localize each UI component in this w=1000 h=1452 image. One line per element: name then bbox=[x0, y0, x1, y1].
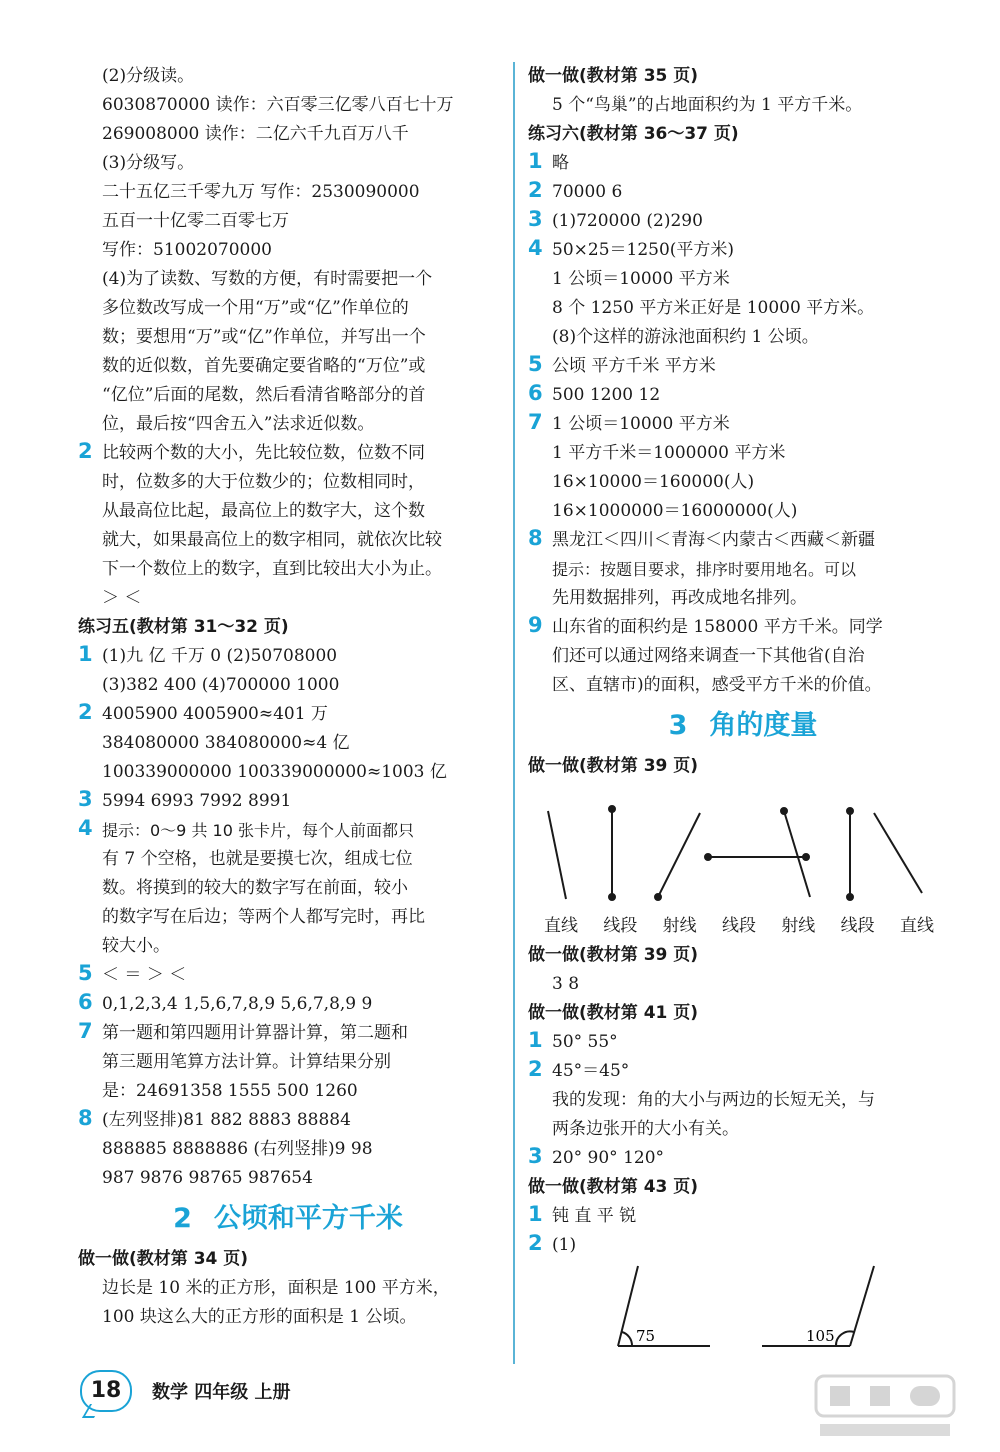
answer-line: 先用数据排列，再改成地名排列。 bbox=[552, 588, 807, 608]
item-number: 6 bbox=[528, 381, 543, 405]
straight-line-figure bbox=[874, 813, 922, 893]
answer-item-2 bbox=[78, 439, 498, 584]
chapter-heading bbox=[78, 1193, 498, 1245]
left-column bbox=[78, 62, 498, 1332]
answer-item bbox=[528, 381, 958, 410]
answer-line: 略 bbox=[552, 153, 569, 173]
answer-line: 384080000 384080000≈4 亿 bbox=[102, 733, 350, 753]
line-type-label: 线段 bbox=[603, 916, 638, 936]
text-line: (2)分级读。 bbox=[102, 66, 195, 86]
answer-line: 区、直辖市)的面积，感受平方千米的价值。 bbox=[552, 675, 882, 695]
answer-line: 50×25＝1250(平方米) bbox=[552, 240, 735, 260]
ray-endpoint bbox=[655, 894, 661, 900]
angle-ray bbox=[618, 1266, 638, 1346]
item-number: 2 bbox=[78, 439, 93, 463]
answer-item bbox=[528, 178, 958, 207]
column-divider bbox=[513, 62, 515, 1364]
section-heading: 做一做(教材第 41 页) bbox=[528, 1003, 699, 1023]
line-type-labels bbox=[528, 911, 934, 941]
line-type-label: 线段 bbox=[840, 916, 875, 936]
answer-body bbox=[552, 613, 958, 700]
answer-body bbox=[552, 1028, 958, 1057]
item-number: 2 bbox=[78, 700, 93, 724]
answer-line: (3)382 400 (4)700000 1000 bbox=[102, 675, 340, 695]
answer-line: (1)九 亿 千万 0 (2)50708000 bbox=[102, 646, 338, 666]
angle-arc bbox=[622, 1332, 632, 1346]
answer-line: 5 个“鸟巢”的占地面积约为 1 平方千米。 bbox=[552, 95, 863, 115]
text-line: (3)分级写。 bbox=[102, 153, 195, 173]
text-line: 边长是 10 米的正方形，面积是 100 平方米， bbox=[102, 1278, 450, 1298]
text-line: 写作：51002070000 bbox=[102, 240, 272, 260]
answer-line: 100339000000 100339000000≈1003 亿 bbox=[102, 762, 447, 782]
book-title: 数学 四年级 上册 bbox=[152, 1382, 291, 1403]
ray-endpoint bbox=[781, 808, 787, 814]
reading-writing-notes bbox=[78, 62, 498, 439]
item-number: 6 bbox=[78, 990, 93, 1014]
answer-line: 是：24691358 1555 500 1260 bbox=[102, 1081, 358, 1101]
answer-item bbox=[528, 207, 958, 236]
answer-line: 黑龙江＜四川＜青海＜内蒙古＜西藏＜新疆 bbox=[552, 530, 875, 550]
angle-label: 105 bbox=[806, 1327, 835, 1345]
text-line: 数；要想用“万”或“亿”作单位，并写出一个 bbox=[102, 327, 426, 347]
angle-answers-41 bbox=[528, 1028, 958, 1173]
answer-item bbox=[528, 1028, 958, 1057]
answer-line: 第三题用笔算方法计算。计算结果分别 bbox=[102, 1052, 391, 1072]
answer-line: (1) bbox=[552, 1235, 577, 1255]
answer-line: 20° 90° 120° bbox=[552, 1148, 665, 1168]
text-line: 从最高位比起，最高位上的数字大，这个数 bbox=[102, 501, 425, 521]
answer-line: 1 公顷＝10000 平方米 bbox=[552, 269, 730, 289]
item-number: 7 bbox=[78, 1019, 93, 1043]
chapter-title: 角的度量 bbox=[709, 710, 818, 741]
answer-body bbox=[552, 207, 958, 236]
answer-line: 888885 8888886 (右列竖排)9 98 bbox=[102, 1139, 373, 1159]
section-heading: 做一做(教材第 43 页) bbox=[528, 1177, 699, 1197]
right-column bbox=[528, 62, 958, 1360]
answer-item bbox=[528, 1144, 958, 1173]
answer-body bbox=[102, 700, 498, 787]
answer-body bbox=[102, 816, 498, 961]
chapter-heading bbox=[528, 700, 958, 752]
line-types-svg bbox=[528, 781, 948, 911]
page-number: 18 bbox=[80, 1370, 132, 1412]
answer-body bbox=[102, 990, 498, 1019]
answer-item bbox=[78, 816, 498, 961]
answer-line: 16×10000＝160000(人) bbox=[552, 472, 755, 492]
item-number: 8 bbox=[78, 1106, 93, 1130]
answer-line: ＜ ＝ ＞ ＜ bbox=[102, 965, 187, 985]
answer-line: 提示：0～9 共 10 张卡片，每个人前面都只 bbox=[102, 821, 414, 840]
page-footer bbox=[80, 1370, 960, 1420]
text-line: 二十五亿三千零九万 写作：2530090000 bbox=[102, 182, 420, 202]
item-number: 2 bbox=[528, 1231, 543, 1255]
ray-figure bbox=[658, 813, 700, 897]
section-heading: 做一做(教材第 39 页) bbox=[528, 945, 699, 965]
item-number: 1 bbox=[528, 149, 543, 173]
segment-endpoint bbox=[705, 854, 711, 860]
answer-line: 们还可以通过网络来调查一下其他省(自治 bbox=[552, 646, 865, 666]
item-number: 3 bbox=[528, 1144, 543, 1168]
answer-line: 5994 6993 7992 8991 bbox=[102, 791, 292, 811]
line-type-label: 直线 bbox=[544, 916, 578, 936]
chapter-number: 2 bbox=[173, 1203, 192, 1234]
chapter-number: 3 bbox=[668, 710, 688, 741]
answer-item bbox=[528, 1057, 958, 1144]
answer-body bbox=[552, 178, 958, 207]
answer-body bbox=[102, 961, 498, 990]
item-number: 2 bbox=[528, 1057, 543, 1081]
item-number: 2 bbox=[528, 178, 543, 202]
segment-endpoint bbox=[803, 854, 809, 860]
section-heading: 练习六(教材第 36～37 页) bbox=[528, 124, 739, 144]
answer-item bbox=[78, 961, 498, 990]
item-number: 1 bbox=[528, 1202, 543, 1226]
chapter-title: 公顷和平方千米 bbox=[213, 1203, 403, 1234]
text-line: (4)为了读数、写数的方便，有时需要把一个 bbox=[102, 269, 433, 289]
answer-item bbox=[78, 642, 498, 700]
answer-line: 有 7 个空格，也就是要摸七次，组成七位 bbox=[102, 849, 413, 869]
item-number: 1 bbox=[528, 1028, 543, 1052]
segment-endpoint bbox=[609, 806, 615, 812]
answer-line: (左列竖排)81 882 8883 88884 bbox=[102, 1110, 351, 1130]
answer-line: 数。将摸到的较大的数字写在前面，较小 bbox=[102, 878, 408, 898]
answer-line: 987 9876 98765 987654 bbox=[102, 1168, 313, 1188]
angle-ray bbox=[850, 1266, 874, 1346]
line-types-figure bbox=[528, 781, 958, 911]
answer-item bbox=[528, 526, 958, 613]
text-line: 多位数改写成一个用“万”或“亿”作单位的 bbox=[102, 298, 409, 318]
answer-body bbox=[552, 1202, 958, 1231]
answer-line: (1)720000 (2)290 bbox=[552, 211, 703, 231]
line-type-label: 直线 bbox=[899, 916, 934, 936]
item-number: 9 bbox=[528, 613, 543, 637]
text-line: 位，最后按“四舍五入”法求近似数。 bbox=[102, 414, 375, 434]
answer-line: 4005900 4005900≈401 万 bbox=[102, 704, 328, 724]
answer-body bbox=[552, 236, 958, 352]
answer-line: 提示：按题目要求，排序时要用地名。可以 bbox=[552, 560, 857, 579]
text-line: 五百一十亿零二百零七万 bbox=[102, 211, 289, 231]
answer-item bbox=[528, 149, 958, 178]
text-line: 数的近似数，首先要确定要省略的“万位”或 bbox=[102, 356, 426, 376]
segment-endpoint bbox=[847, 894, 853, 900]
answer-line: 的数字写在后边；等两个人都写完时，再比 bbox=[102, 907, 425, 927]
text-line: 269008000 读作：二亿六千九百万八千 bbox=[102, 124, 409, 144]
answer-line: 16×1000000＝16000000(人) bbox=[552, 501, 798, 521]
item-number: 1 bbox=[78, 642, 93, 666]
answer-line: 我的发现：角的大小与两边的长短无关，与 bbox=[552, 1090, 875, 1110]
comparison-symbols: ＞ ＜ bbox=[102, 588, 142, 608]
text-line: 100 块这么大的正方形的面积是 1 公顷。 bbox=[102, 1307, 417, 1327]
angle-figure bbox=[528, 1260, 958, 1360]
item-number: 4 bbox=[78, 816, 93, 840]
hectare-answer bbox=[78, 1274, 498, 1332]
item-number: 3 bbox=[528, 207, 543, 231]
section-heading: 做一做(教材第 39 页) bbox=[528, 756, 699, 776]
answer-body bbox=[552, 381, 958, 410]
answer-body bbox=[552, 526, 958, 613]
answer-item bbox=[78, 700, 498, 787]
angle-svg bbox=[528, 1260, 948, 1360]
answer-body bbox=[552, 1057, 958, 1144]
text-line: “亿位”后面的尾数，然后看清省略部分的首 bbox=[102, 385, 426, 405]
answer-line: (8)个这样的游泳池面积约 1 公顷。 bbox=[552, 327, 819, 347]
answer-body bbox=[102, 787, 498, 816]
answer-item bbox=[528, 236, 958, 352]
angle-label: 75 bbox=[636, 1327, 656, 1345]
answer-line: 45°＝45° bbox=[552, 1061, 630, 1081]
exercise-5-answers bbox=[78, 642, 498, 1193]
item-number: 8 bbox=[528, 526, 543, 550]
text-line: 就大，如果最高位上的数字相同，就依次比较 bbox=[102, 530, 442, 550]
answer-item bbox=[528, 1231, 958, 1260]
line-type-label: 线段 bbox=[721, 916, 756, 936]
answer-line: 70000 6 bbox=[552, 182, 623, 202]
text-line: 6030870000 读作：六百零三亿零八百七十万 bbox=[102, 95, 454, 115]
answer-body bbox=[552, 1144, 958, 1173]
answer-body bbox=[552, 149, 958, 178]
answer-line: 500 1200 12 bbox=[552, 385, 661, 405]
exercise-6-answers bbox=[528, 149, 958, 700]
segment-endpoint bbox=[609, 894, 615, 900]
item-number: 5 bbox=[78, 961, 93, 985]
answer-item bbox=[78, 1019, 498, 1106]
answer-line: 钝 直 平 锐 bbox=[552, 1206, 637, 1226]
text-line: 时，位数多的大于位数少的；位数相同时， bbox=[102, 472, 425, 492]
answer-line: 山东省的面积约是 158000 平方千米。同学 bbox=[552, 617, 883, 637]
answer-line: 50° 55° bbox=[552, 1032, 618, 1052]
line-type-label: 射线 bbox=[781, 916, 816, 936]
answer-line: 较大小。 bbox=[102, 936, 170, 956]
answer-item bbox=[528, 613, 958, 700]
answer-line: 两条边张开的大小有关。 bbox=[552, 1119, 739, 1139]
answer-body bbox=[102, 642, 498, 700]
answer-line: 第一题和第四题用计算器计算，第二题和 bbox=[102, 1023, 408, 1043]
item-number: 7 bbox=[528, 410, 543, 434]
answer-body bbox=[102, 1106, 498, 1193]
text-line: 比较两个数的大小，先比较位数，位数不同 bbox=[102, 443, 425, 463]
answer-line: 0,1,2,3,4 1,5,6,7,8,9 5,6,7,8,9 9 bbox=[102, 994, 373, 1014]
item-number: 3 bbox=[78, 787, 93, 811]
section-heading: 练习五(教材第 31～32 页) bbox=[78, 617, 289, 637]
section-heading: 做一做(教材第 35 页) bbox=[528, 66, 699, 86]
straight-line-figure bbox=[548, 811, 566, 899]
angle-answers-43 bbox=[528, 1202, 958, 1260]
answer-body bbox=[102, 439, 498, 584]
answer-item bbox=[78, 787, 498, 816]
answer-body bbox=[102, 1019, 498, 1106]
answer-body bbox=[552, 352, 958, 381]
answer-item bbox=[528, 352, 958, 381]
answer-line: 1 公顷＝10000 平方米 bbox=[552, 414, 730, 434]
section-heading: 做一做(教材第 34 页) bbox=[78, 1249, 249, 1269]
answer-line: 公顷 平方千米 平方米 bbox=[552, 356, 716, 376]
answer-body bbox=[552, 1231, 958, 1260]
answer-item bbox=[78, 990, 498, 1019]
watermark-logo-icon bbox=[810, 1370, 960, 1442]
answer-item bbox=[78, 1106, 498, 1193]
answer-line: 3 8 bbox=[552, 974, 580, 994]
item-number: 5 bbox=[528, 352, 543, 376]
answer-item bbox=[528, 410, 958, 526]
answer-item bbox=[528, 1202, 958, 1231]
answer-line: 1 平方千米＝1000000 平方米 bbox=[552, 443, 786, 463]
line-type-label: 射线 bbox=[662, 916, 697, 936]
segment-endpoint bbox=[847, 808, 853, 814]
text-line: 下一个数位上的数字，直到比较出大小为止。 bbox=[102, 559, 442, 579]
answer-body bbox=[552, 410, 958, 526]
answer-line: 8 个 1250 平方米正好是 10000 平方米。 bbox=[552, 298, 875, 318]
item-number: 4 bbox=[528, 236, 543, 260]
